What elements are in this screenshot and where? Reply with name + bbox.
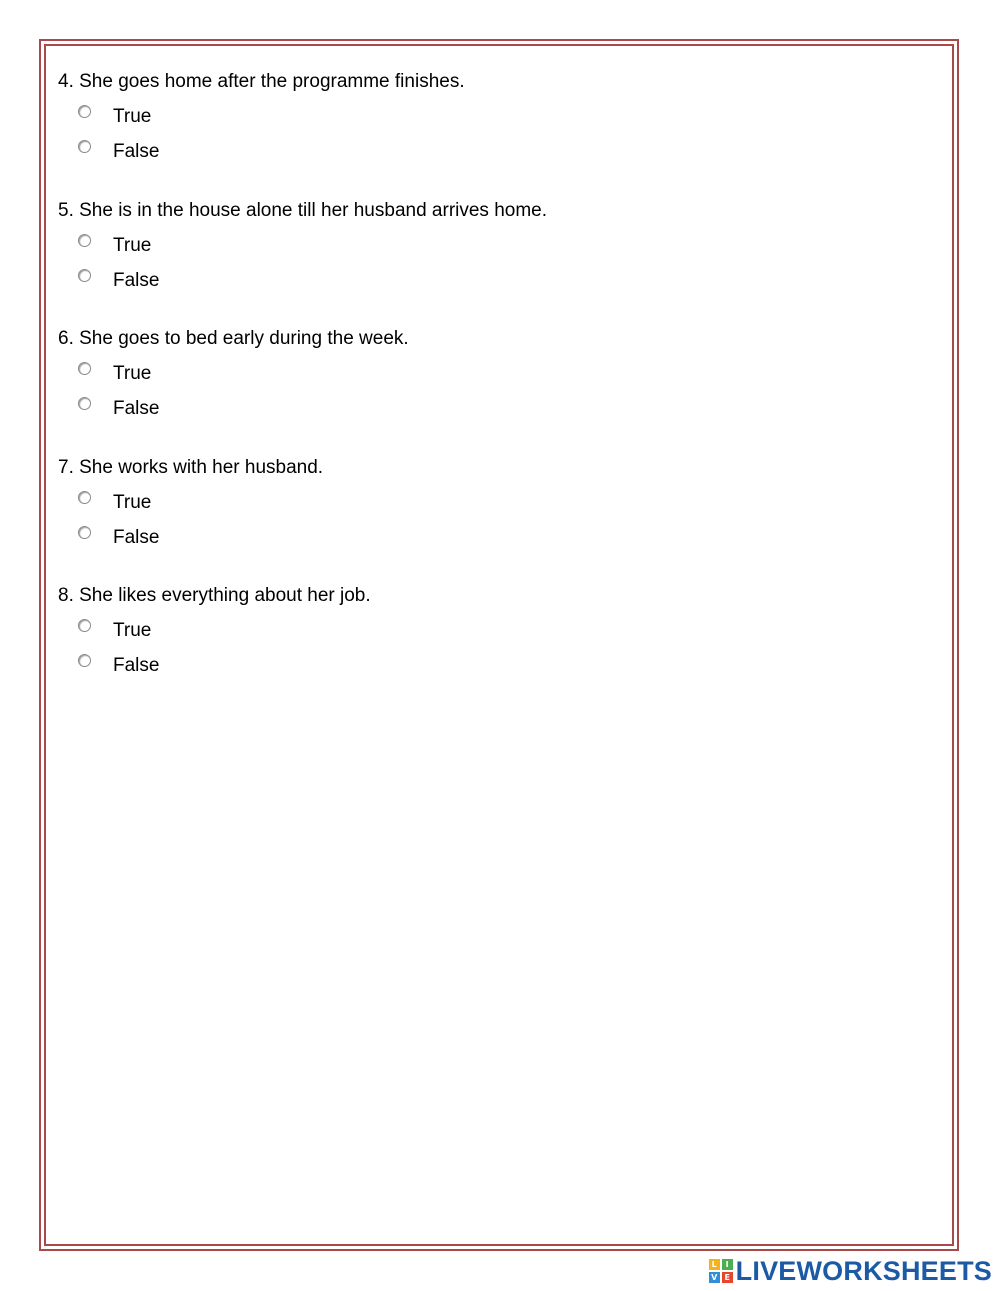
question-text: 7. She works with her husband.	[58, 456, 324, 478]
question-list	[58, 70, 938, 713]
option-label: False	[113, 655, 160, 676]
question-text: 5. She is in the house alone till her husband arrives home.	[58, 199, 548, 221]
option-label: True	[113, 234, 152, 256]
option-label: False	[113, 141, 160, 162]
question-text: 8. She likes everything about her job.	[58, 585, 371, 606]
radio-button-icon[interactable]	[78, 619, 91, 632]
option-label: False	[113, 526, 160, 548]
logo-tile-e: E	[722, 1272, 733, 1283]
radio-button-icon[interactable]	[78, 362, 91, 375]
option-true[interactable]	[58, 362, 258, 386]
option-true[interactable]	[58, 234, 258, 258]
option-false[interactable]	[58, 397, 258, 421]
question-text: 6. She goes to bed early during the week.	[58, 328, 409, 349]
logo-tile-v: V	[709, 1272, 720, 1283]
question-5	[58, 199, 938, 328]
brand-name: LIVEWORKSHEETS	[735, 1255, 992, 1286]
option-false[interactable]	[58, 269, 258, 293]
logo-tile-l: L	[709, 1259, 720, 1270]
question-8	[58, 584, 938, 713]
logo-tile-i: I	[722, 1259, 733, 1270]
option-false[interactable]	[58, 526, 258, 550]
option-true[interactable]	[58, 619, 258, 643]
radio-button-icon[interactable]	[78, 140, 91, 153]
question-6	[58, 327, 938, 456]
radio-button-icon[interactable]	[78, 234, 91, 247]
radio-button-icon[interactable]	[78, 105, 91, 118]
option-label: False	[113, 269, 160, 291]
radio-button-icon[interactable]	[78, 397, 91, 410]
liveworksheets-logo-icon	[709, 1259, 733, 1283]
option-false[interactable]	[58, 140, 258, 164]
option-label: False	[113, 398, 160, 419]
radio-button-icon[interactable]	[78, 491, 91, 504]
option-false[interactable]	[58, 654, 258, 678]
radio-button-icon[interactable]	[78, 526, 91, 539]
option-true[interactable]	[58, 491, 258, 515]
option-label: True	[113, 491, 152, 513]
option-label: True	[113, 363, 152, 384]
liveworksheets-brand	[709, 1256, 992, 1286]
radio-button-icon[interactable]	[78, 654, 91, 667]
question-7	[58, 456, 938, 585]
option-true[interactable]	[58, 105, 258, 129]
option-label: True	[113, 620, 152, 641]
radio-button-icon[interactable]	[78, 269, 91, 282]
question-4	[58, 70, 938, 199]
option-label: True	[113, 106, 152, 127]
question-text: 4. She goes home after the programme finishes.	[58, 71, 465, 92]
